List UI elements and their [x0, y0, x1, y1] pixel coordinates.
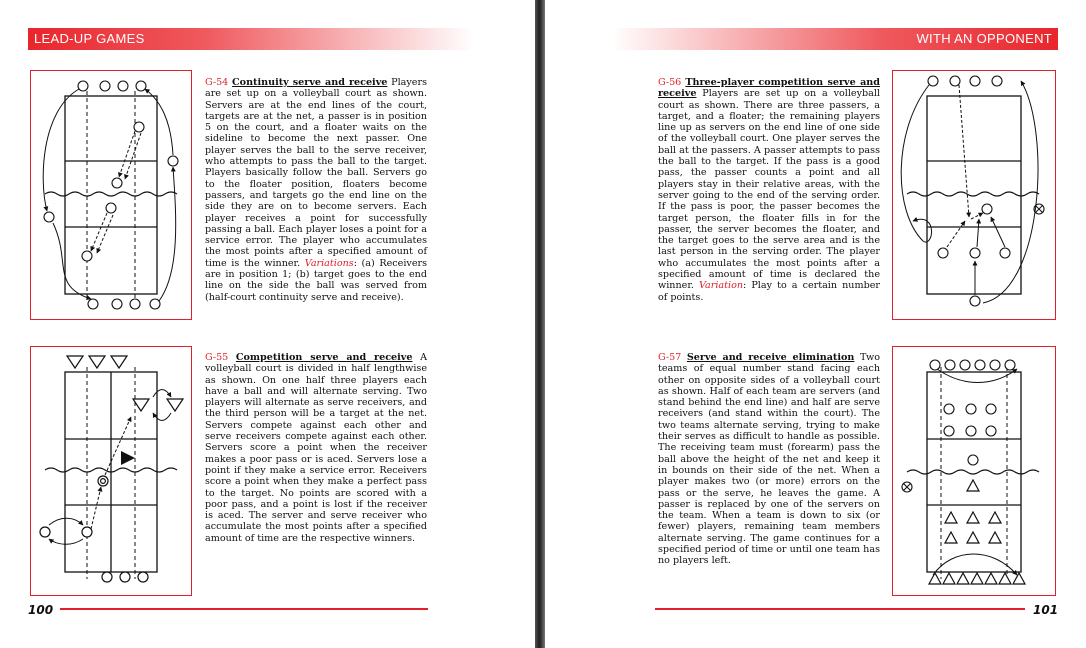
g54-body: Players are set up on a volleyball court as shown. Servers are at the end lines of the court, targets are at the net, a passer is in position 5 on the court, and a floater waits on the sideline to become the next passer. One player serves the ball to the serve receiver, who attempts to pass the ball to the target. Players basically follow the ball. Servers go to the floater position, floaters become passers, and targets go the end line on the side they are on to become servers. Each player receives a point for successfully passing a ball. Each player loses a point for a service error. The player who accumulates the most points after a specified amount of time is the winner.: [205, 77, 427, 269]
g56-text: [658, 77, 880, 303]
g54-variations-label: Variations: [304, 257, 354, 269]
g57-code: G-57: [658, 352, 682, 363]
left-page: [0, 0, 535, 648]
g57-title: Serve and receive elimination: [686, 352, 855, 363]
g56-court-svg: [893, 71, 1057, 321]
g55-text: [205, 352, 427, 544]
g55-code: G-55: [205, 352, 229, 363]
g55-body: A volleyball court is divided in half lengthwise as shown. On one half three players each have a ball and will alternate serving. Two players will alternate as serve receivers, and the third person will be a target at the net. Servers compete against each other and serve receivers compete against each other. Servers score a point when the receiver makes a poor pass or is aced. Servers lose a point if they make a service error. Receivers score a point when they make a perfect pass to the target. No points are scored with a poor pass, and a point is lost if the receiver is aced. The server and serve receiver who accumulate the most points after a specified amount of time are the respective winners.: [205, 352, 427, 544]
g56-body: Players are set up on a volleyball court as shown. There are three passers, a target, and a floater; the remaining players line up as servers on the end line of one side of the volleyball court. One player serves the ball at the passers. A passer attempts to pass the ball to the target. If the pass is a good pass, the passer counts a point and all players stay in their relative areas, with the server going to the end of the serving order. If the pass is poor, the passer becomes the target person, the floater fills in for the passer, the server becomes the floater, and the target goes to the serve area and is the last person in the serving order. The player who accumulates the most points after a specified amount of time is declared the winner.: [658, 88, 880, 292]
g57-text: [658, 352, 880, 567]
left-footer-rule: [60, 608, 428, 610]
g54-variations-text: : (a) Receivers are in position 1; (b) target goes to the end line on the side the ball was served from (half-court continuity serve and receive).: [205, 257, 428, 303]
g55-court-svg: [31, 347, 193, 597]
right-page-number: 101: [1033, 603, 1059, 617]
g54-title: Continuity serve and receive: [232, 77, 388, 88]
g57-diagram: [892, 346, 1056, 596]
g54-code: G-54: [205, 77, 229, 88]
g56-variation-text: : Play to a certain number of points.: [658, 280, 880, 303]
right-page: [545, 0, 1086, 648]
g54-text: [205, 77, 427, 303]
left-page-number: 100: [28, 603, 54, 617]
g56-title: Three-player competition serve and receive: [658, 77, 880, 100]
g56-diagram: [892, 70, 1056, 320]
g55-diagram: [30, 346, 192, 596]
right-footer-rule: [655, 608, 1025, 610]
left-page-header: LEAD-UP GAMES: [28, 28, 474, 50]
g57-court-svg: [893, 347, 1057, 597]
g54-court-svg: [31, 71, 193, 321]
book-spine: [535, 0, 545, 648]
g55-title: Competition serve and receive: [235, 352, 413, 363]
g56-code: G-56: [658, 77, 682, 88]
g57-body: Two teams of equal number stand facing each other on opposite sides of a volleyball court as shown. Half of each team are servers (and stand behind the end line) and half are serve receivers (and stand within the court). The two teams alternate serving, trying to make their serves as difficult to handle as possible. The receiving team must (forearm) pass the ball above the height of the net and keep it in bounds on their side of the net. When a player makes two (or more) errors on the pass or the serve, he leaves the game. A passer is replaced by one of the servers on the team. When a team is down to six (or fewer) players, remaining team members alternate serving. The game continues for a specified period of time or until one team has no players left.: [658, 352, 880, 567]
g56-variation-label: Variation: [699, 280, 744, 292]
g54-diagram: [30, 70, 192, 320]
right-page-header: WITH AN OPPONENT: [612, 28, 1058, 50]
